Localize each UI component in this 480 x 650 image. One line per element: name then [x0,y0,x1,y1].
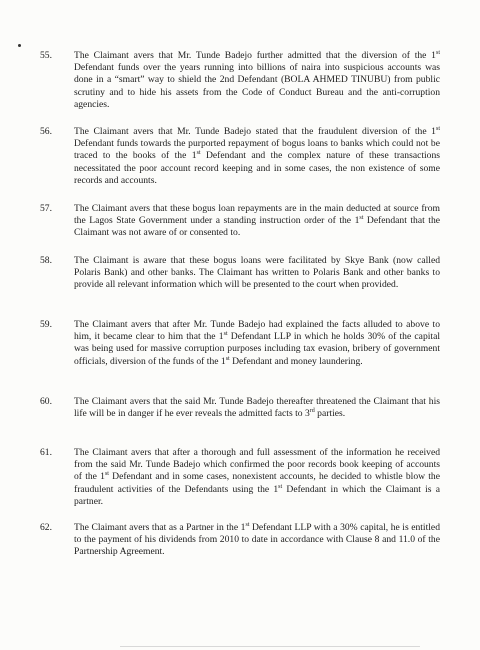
paragraph-61 [40,447,440,508]
paragraph-number: 60. [40,396,52,407]
paragraph-number: 59. [40,319,52,330]
paragraph-number: 62. [40,522,52,533]
paragraph-text: The Claimant avers that these bogus loan repayments are in the main deducted at source from the Lagos State Government under a standing instruction order of the 1st Defendant that the Claimant was not aware of or consented to. [74,203,440,239]
page-bottom-edge [120,646,420,647]
paragraph-number: 56. [40,126,52,137]
paragraph-text: The Claimant avers that after a thorough and full assessment of the information he received from the said Mr. Tunde Badejo which confirmed the poor records book keeping of accounts of the 1st Defendant and in some cases, nonexistent accounts, he decided to whistle blow the fraudulent activities of the Defendants using the 1st Defendant in which the Claimant is a partner. [74,447,440,507]
paragraph-56 [40,126,440,187]
paragraph-57 [40,203,440,240]
paragraph-number: 57. [40,203,52,214]
paragraph-text: The Claimant is aware that these bogus loans were facilitated by Skye Bank (now called Polaris Bank) and other banks. The Claimant has written to Polaris Bank and other banks to provide all relevant information which will be presented to the court when provided. [74,255,440,291]
paragraph-text: The Claimant avers that Mr. Tunde Badejo stated that the fraudulent diversion of the 1st Defendant funds towards the purported repayment of bogus loans to banks which could not be traced to the books of the 1st Defendant and the complex nature of these transactions necessitated the poor account record keeping and in some cases, the non existence of some records and accounts. [74,125,440,186]
paragraph-58 [40,255,440,292]
paragraph-number: 55. [40,50,52,61]
scan-dot [18,44,21,47]
paragraph-number: 58. [40,255,52,266]
paragraph-62 [40,522,440,559]
paragraph-text: The Claimant avers that Mr. Tunde Badejo further admitted that the diversion of the 1st Defendant funds over the years running into billions of naira into suspicious accounts was done in a “smart” way to shield the 2nd Defendant (BOLA AHMED TINUBU) from public scrutiny and to hide his assets from the Code of Conduct Bureau and the anti-corruption agencies. [74,49,440,110]
paragraph-text: The Claimant avers that as a Partner in the 1st Defendant LLP with a 30% capital, he is entitled to the payment of his dividends from 2010 to date in accordance with Clause 8 and 11.0 of the Partnership Agreement. [74,521,440,558]
paragraph-number: 61. [40,447,52,458]
paragraph-text: The Claimant avers that after Mr. Tunde Badejo had explained the facts alluded to above to him, it became clear to him that the 1st Defendant LLP in which he holds 30% of the capital was being used for massive corruption purposes including tax evasion, bribery of government officials, diversion of the funds of the 1st Defendant and money laundering. [74,319,440,367]
paragraph-60 [40,396,440,420]
paragraph-55 [40,50,440,111]
paragraph-59 [40,319,440,368]
paragraph-text: The Claimant avers that the said Mr. Tunde Badejo thereafter threatened the Claimant that his life will be in danger if he ever reveals the admitted facts to 3rd parties. [74,396,440,420]
